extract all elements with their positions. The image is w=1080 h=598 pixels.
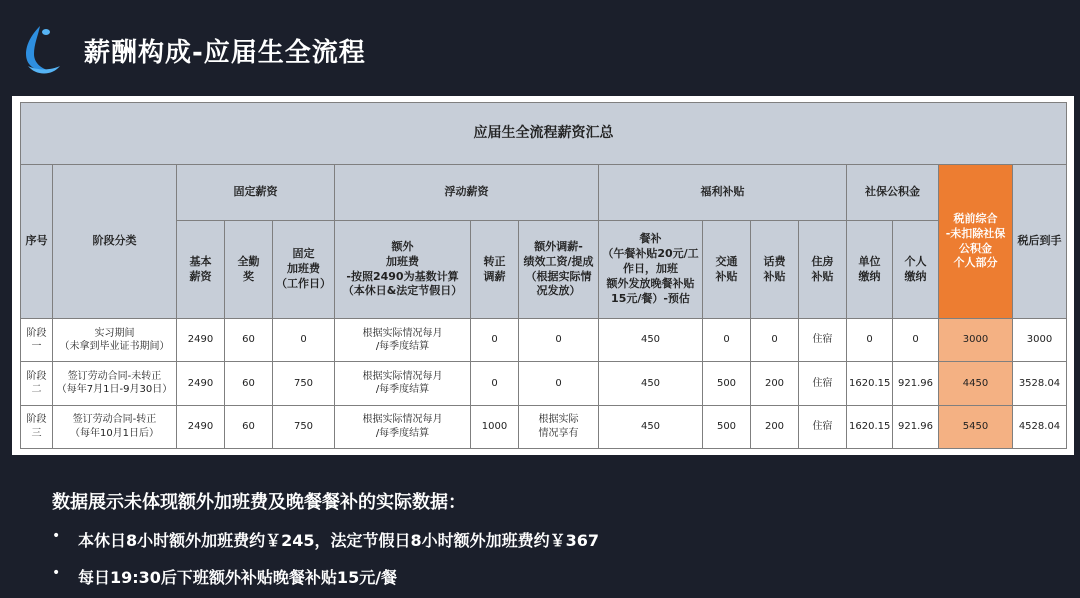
header-pretax: 税前综合 -未扣除社保 公积金 个人部分 xyxy=(939,165,1013,319)
cell-stage: 实习期间 （未拿到毕业证书期间） xyxy=(53,319,177,362)
header-group-float: 浮动薪资 xyxy=(335,165,599,221)
cell-phone: 200 xyxy=(751,405,799,448)
cell-transport: 500 xyxy=(703,405,751,448)
cell-extra-ot: 根据实际情况每月 /每季度结算 xyxy=(335,362,471,405)
cell-extra-raise: 0 xyxy=(519,319,599,362)
cell-meal: 450 xyxy=(599,319,703,362)
table-row xyxy=(21,362,1067,405)
header-housing: 住房 补贴 xyxy=(799,221,847,319)
note-text: 本休日8小时额外加班费约￥245，法定节假日8小时额外加班费约￥367 xyxy=(78,531,600,550)
header-regular-raise: 转正 调薪 xyxy=(471,221,519,319)
header-group-social: 社保公积金 xyxy=(847,165,939,221)
header-group-welfare: 福利补贴 xyxy=(599,165,847,221)
cell-housing: 住宿 xyxy=(799,362,847,405)
cell-stage: 签订劳动合同-转正 （每年10月1日后） xyxy=(53,405,177,448)
cell-company-pay: 0 xyxy=(847,319,893,362)
header-seq: 序号 xyxy=(21,165,53,319)
header-transport: 交通 补贴 xyxy=(703,221,751,319)
cell-company-pay: 1620.15 xyxy=(847,405,893,448)
header-attendance: 全勤 奖 xyxy=(225,221,273,319)
cell-aftertax: 3528.04 xyxy=(1013,362,1067,405)
notes-heading: 数据展示未体现额外加班费及晚餐餐补的实际数据： xyxy=(52,492,466,513)
header-meal: 餐补 （午餐补贴20元/工 作日，加班 额外发放晚餐补贴 15元/餐）-预估 xyxy=(599,221,703,319)
header-company-pay: 单位 缴纳 xyxy=(847,221,893,319)
table-row xyxy=(21,405,1067,448)
note-text: 每日19:30后下班额外补贴晚餐补贴15元/餐 xyxy=(78,568,398,587)
cell-extra-ot: 根据实际情况每月 /每季度结算 xyxy=(335,319,471,362)
cell-base: 2490 xyxy=(177,362,225,405)
company-logo-icon xyxy=(18,22,62,78)
header-phone: 话费 补贴 xyxy=(751,221,799,319)
table-row xyxy=(21,319,1067,362)
cell-meal: 450 xyxy=(599,405,703,448)
header-base: 基本 薪资 xyxy=(177,221,225,319)
cell-company-pay: 1620.15 xyxy=(847,362,893,405)
header-extra-ot: 额外 加班费 -按照2490为基数计算 （本休日&法定节假日） xyxy=(335,221,471,319)
cell-attendance: 60 xyxy=(225,362,273,405)
cell-pretax: 5450 xyxy=(939,405,1013,448)
cell-fixed-ot: 750 xyxy=(273,362,335,405)
cell-extra-raise: 0 xyxy=(519,362,599,405)
cell-aftertax: 3000 xyxy=(1013,319,1067,362)
list-item xyxy=(52,528,599,551)
cell-phone: 0 xyxy=(751,319,799,362)
cell-regular-raise: 0 xyxy=(471,362,519,405)
cell-extra-raise: 根据实际 情况享有 xyxy=(519,405,599,448)
header-group-fixed: 固定薪资 xyxy=(177,165,335,221)
header-extra-raise: 额外调薪- 绩效工资/提成 （根据实际情 况发放） xyxy=(519,221,599,319)
cell-base: 2490 xyxy=(177,319,225,362)
header-stage: 阶段分类 xyxy=(53,165,177,319)
header-personal-pay: 个人 缴纳 xyxy=(893,221,939,319)
cell-housing: 住宿 xyxy=(799,405,847,448)
cell-meal: 450 xyxy=(599,362,703,405)
salary-table-panel xyxy=(12,96,1074,455)
header-fixed-ot: 固定 加班费 （工作日） xyxy=(273,221,335,319)
salary-summary-table xyxy=(20,102,1067,449)
cell-stage: 签订劳动合同-未转正 （每年7月1日-9月30日） xyxy=(53,362,177,405)
cell-pretax: 4450 xyxy=(939,362,1013,405)
cell-phone: 200 xyxy=(751,362,799,405)
cell-fixed-ot: 0 xyxy=(273,319,335,362)
list-item xyxy=(52,565,599,588)
cell-aftertax: 4528.04 xyxy=(1013,405,1067,448)
cell-pretax: 3000 xyxy=(939,319,1013,362)
bullet-dot-icon: • xyxy=(52,565,61,581)
cell-fixed-ot: 750 xyxy=(273,405,335,448)
cell-regular-raise: 0 xyxy=(471,319,519,362)
cell-regular-raise: 1000 xyxy=(471,405,519,448)
cell-extra-ot: 根据实际情况每月 /每季度结算 xyxy=(335,405,471,448)
cell-base: 2490 xyxy=(177,405,225,448)
cell-seq: 阶段二 xyxy=(21,362,53,405)
notes-list xyxy=(52,528,599,588)
header-aftertax: 税后到手 xyxy=(1013,165,1067,319)
cell-personal-pay: 0 xyxy=(893,319,939,362)
page-title: 薪酬构成-应届生全流程 xyxy=(84,38,366,68)
cell-personal-pay: 921.96 xyxy=(893,362,939,405)
table-caption: 应届生全流程薪资汇总 xyxy=(21,103,1067,165)
cell-attendance: 60 xyxy=(225,319,273,362)
cell-seq: 阶段三 xyxy=(21,405,53,448)
cell-housing: 住宿 xyxy=(799,319,847,362)
cell-transport: 0 xyxy=(703,319,751,362)
cell-personal-pay: 921.96 xyxy=(893,405,939,448)
cell-seq: 阶段一 xyxy=(21,319,53,362)
cell-transport: 500 xyxy=(703,362,751,405)
cell-attendance: 60 xyxy=(225,405,273,448)
bullet-dot-icon: • xyxy=(52,528,61,544)
notes-section xyxy=(52,488,599,598)
